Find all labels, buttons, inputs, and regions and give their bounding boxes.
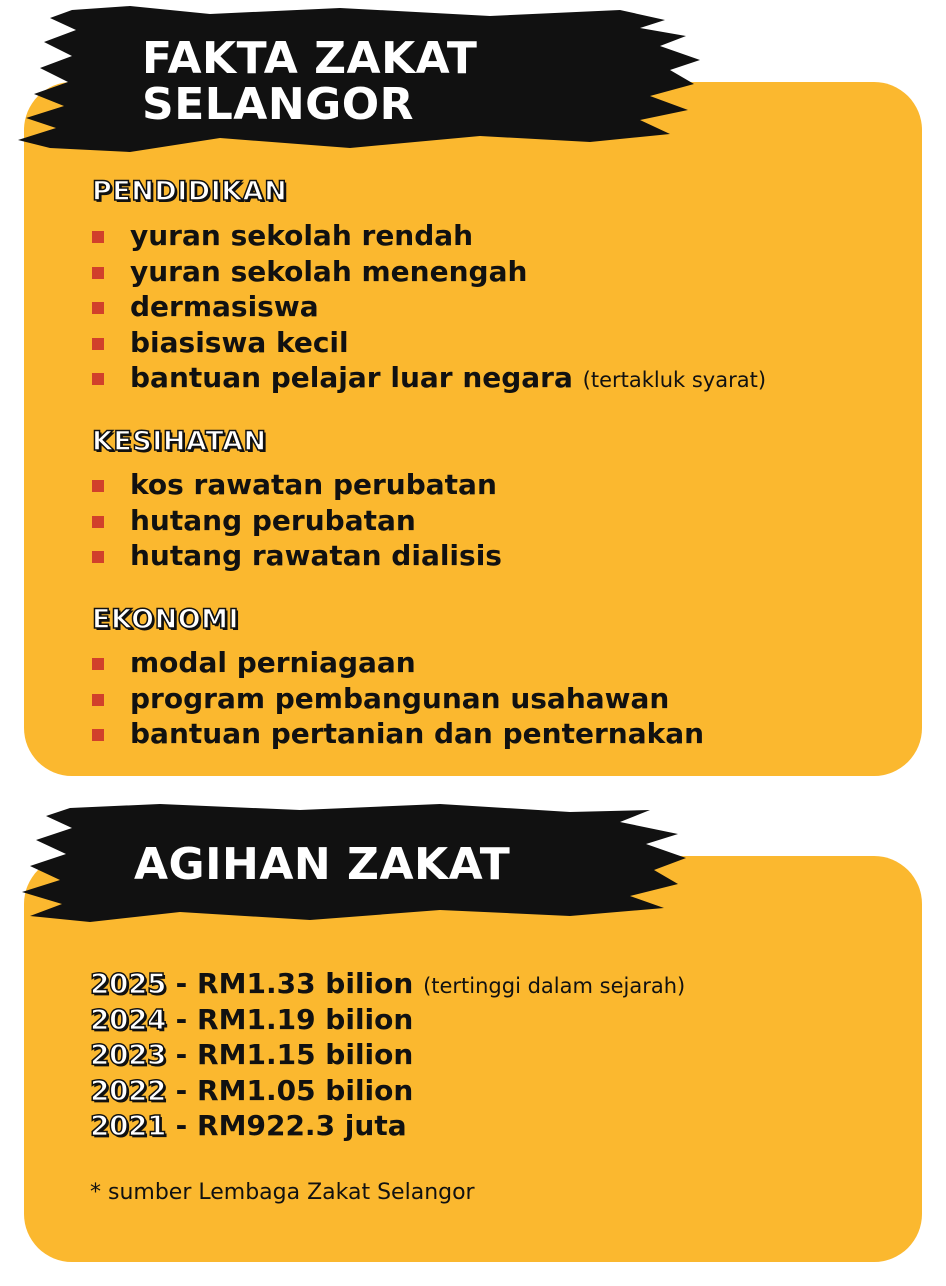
agihan-year: 2021 bbox=[90, 1109, 166, 1142]
square-bullet-icon bbox=[92, 516, 104, 528]
list-item: biasiswa kecil bbox=[90, 325, 766, 361]
source-note: * sumber Lembaga Zakat Selangor bbox=[90, 1180, 475, 1205]
square-bullet-icon bbox=[92, 658, 104, 670]
agihan-amount: - RM1.19 bilion bbox=[165, 1002, 414, 1036]
fakta-title-line-1: FAKTA ZAKAT bbox=[142, 33, 478, 84]
list-item: dermasiswa bbox=[90, 289, 766, 325]
square-bullet-icon bbox=[92, 338, 104, 350]
agihan-row bbox=[90, 1073, 685, 1109]
list-item: kos rawatan perubatan bbox=[90, 467, 502, 503]
list-item: bantuan pelajar luar negara (tertakluk syarat) bbox=[90, 360, 766, 396]
list-item: yuran sekolah rendah bbox=[90, 218, 766, 254]
agihan-year: 2024 bbox=[90, 1002, 166, 1036]
agihan-title: AGIHAN ZAKAT bbox=[134, 839, 511, 890]
agihan-row bbox=[90, 1108, 685, 1144]
section-heading-pendidikan: PENDIDIKAN bbox=[92, 176, 288, 207]
agihan-amount: - RM1.15 bilion bbox=[165, 1038, 414, 1071]
fakta-title bbox=[142, 33, 478, 130]
square-bullet-icon bbox=[92, 231, 104, 243]
agihan-year: 2022 bbox=[90, 1073, 166, 1107]
agihan-row bbox=[90, 1002, 685, 1038]
list-item: bantuan pertanian dan penternakan bbox=[90, 716, 704, 752]
square-bullet-icon bbox=[92, 267, 104, 279]
agihan-amount: - RM1.33 bilion bbox=[165, 967, 414, 1000]
fakta-title-line-2: SELANGOR bbox=[142, 79, 415, 130]
agihan-list bbox=[90, 966, 685, 1144]
list-item: program pembangunan usahawan bbox=[90, 681, 704, 717]
square-bullet-icon bbox=[92, 373, 104, 385]
list-item: hutang perubatan bbox=[90, 503, 502, 539]
list-item: yuran sekolah menengah bbox=[90, 254, 766, 290]
ekonomi-list bbox=[90, 645, 704, 752]
list-item-note: (tertakluk syarat) bbox=[582, 368, 767, 392]
list-item: modal perniagaan bbox=[90, 645, 704, 681]
agihan-amount: - RM1.05 bilion bbox=[165, 1073, 414, 1107]
kesihatan-list bbox=[90, 467, 502, 574]
agihan-row bbox=[90, 966, 685, 1002]
agihan-note: (tertinggi dalam sejarah) bbox=[423, 974, 686, 998]
pendidikan-list bbox=[90, 218, 766, 396]
agihan-amount: - RM922.3 juta bbox=[165, 1109, 407, 1142]
list-item: hutang rawatan dialisis bbox=[90, 538, 502, 574]
square-bullet-icon bbox=[92, 729, 104, 741]
section-heading-ekonomi: EKONOMI bbox=[92, 604, 240, 635]
square-bullet-icon bbox=[92, 302, 104, 314]
square-bullet-icon bbox=[92, 694, 104, 706]
section-heading-kesihatan: KESIHATAN bbox=[92, 426, 267, 457]
square-bullet-icon bbox=[92, 480, 104, 492]
agihan-year: 2025 bbox=[90, 967, 166, 1000]
agihan-year: 2023 bbox=[90, 1038, 166, 1071]
square-bullet-icon bbox=[92, 551, 104, 563]
agihan-row bbox=[90, 1037, 685, 1073]
